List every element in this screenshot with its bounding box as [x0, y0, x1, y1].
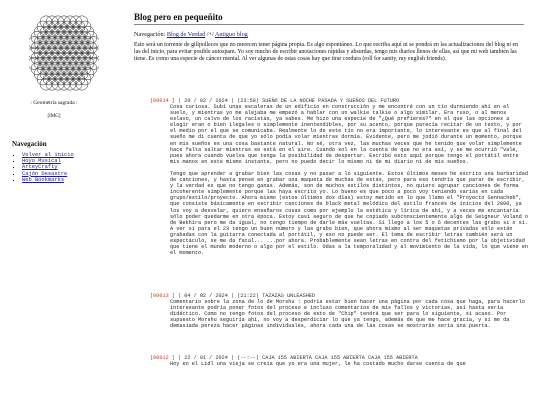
breadcrumb-separator: /+/: [206, 31, 214, 38]
sidebar: [0, 0, 128, 405]
nav-link-bookmarks[interactable]: Web Bookmarks: [22, 176, 65, 183]
post-date: | 04 / 02 / 2024 |: [178, 293, 235, 299]
post-paragraph: Cosa curiosa. Subí unas escaleras de un edificio en construcción y me encontré con un tío durmiendo ahí en el suelo, y mientras yo me alejaba me empezó a hablar con un walkie talkie o algo similar. Era ruso, o al menos eslavo, un calvo de los racistas, ya sabes. Me hizo una especie de "¿Qué prefieres?" en el que las opciones a elegir eran o bien ilegales o simplemente inentendibles, por su acento, porque parecía recitar de un texto, y por el medio por el que se comunicaba. Realmente lo de este tío no era importante, lo interesante es que al final del sueño me di cuenta de que yo sólo podía volar mientras dormía. Evidente, pero me jodió durante un momento, porque en mis sueños es una cosa bastante natural. No sé, otra vez, las muchas veces que he tenido que volar simplemente hace falta saltar mientras se está en el aire. Cuando sol en la cuenta de que no era así, y se me ocurrió "vale, pues ahora cuando vuelva que tenga la posibilidad de despertar. Escribo esto aquí porque tengo el portátil entre mis manos en este mismo instante, pero no puedo decir lo mismo ni de mi diario ni de mis sueños.: [170, 104, 522, 165]
page-title: Blog pero en pequeñito: [134, 12, 223, 22]
link-old-blog[interactable]: Antiguo blog: [214, 31, 248, 38]
post-paragraph: Tengo que aprender a grabar bien las cosas y no pasar a lo siguiente. Estos últimos meses he escrito una barbaridad de canciones, y hasta pensé en grabar una maqueta de muchas de estas, pero para eso tendría que parar de escribir, y la verdad es que no tengo ganas. Además, son de muchos estilos distintos, no quiero agrupar canciones de forma incoherente simplemente porque las haya escrito yo. Lo bueno es que poco a poco voy teniendo varias en cada grupo/estilo/proyecto. Ahora mismo (estos últimos dos días) estoy metido en lo que llamo el "Proyecto Sennacheb", que consiste básicamente en escribir canciones de black metal melódico del estilo francés de inicios del 2000, ya los voy a desvelar, quiero enseñaros cosas como por ejemplo la estética y lírica de ahí, y a veces me encantaría sólo poder quedarme en otra época. Estoy casi seguro de que he copiado subconscientemente algo de Seigneur Voland o de Bekhira pero me da igual, no tengo tiempo de darle más vueltas. Si llego a los 5 o 6 decentes las grabo si o si. A ver si para el 23 tengo un buen número y las grabo bien, que ahora mismo al ser maquetas privadas sólo están grabadas con la guitarra conectada al portátil, y eso no puede ser. El tema de escribir letras también será un espectáculo, se me da fatal... ...por ahora. Probablemente sean letras en contra del fetichismo por la objetividad que tiene el mundo moderno o algo por el estilo. Odas a la temporalidad y al movimiento de la vida, lo que viene en el momento.: [170, 170, 528, 257]
post-title: (21:22) TAZAZAS UNLEASHED: [237, 293, 316, 299]
sacred-geometry-image: [29, 8, 99, 98]
intro-text: Esto será un torrente de gilipolleces que no merecen tener página propia. Es algo espontáneo. Lo que escriba aquí ni se pondrá en las actualizaciones del blog ni en las del inicio, para evitar posible autospam. Yo soy mucho de escribir anotaciones rápidas y absurdas, tengo mis diarios llenos de ellas, así que mi web también las tiene. Es como una especie de cáncer mental. Al ver algunas de estas cosas hay que tirar cordura (roll for sanity, my english friends).: [134, 42, 519, 63]
nav-item: [22, 177, 74, 183]
post-paragraph: Comentario sobre la zona de lo de Morshu : podría estar bien hacer una página por cada cosa que haga, para hacerlo interesante podría poner fotos del proceso e incluso comentarios de mis fallos y victorias, así hasta sería didáctico. Como no tengo fotos del proceso de esto de "Chip" tendrá que ser para lo siguiente, si acaso. Por supuesto Morshu seguiría ahí, no voy a desperdiciar lo que ya tengo, además de que me hace gracia, y si me da demasiada pereza hacer páginas individuales, ahora cada una de las cosas se mostrarán seria una puerta.: [170, 299, 525, 330]
image-caption: : Geometría sagrada :: [30, 100, 78, 106]
post-paragraph: Hoy en el Lidl una vieja se creía que yo era una mujer, le ha costado mucho darse cuenta de que: [170, 361, 466, 367]
post-body: [170, 361, 530, 367]
blog-post: [150, 293, 530, 335]
post-date: | 20 / 02 / 2024 |: [178, 98, 235, 104]
post-id: [00014 ]: [150, 98, 175, 104]
post-body: [170, 104, 530, 256]
nav-link-home[interactable]: Volver al inicio: [22, 152, 74, 158]
breadcrumb-prefix: Navegación:: [134, 31, 166, 38]
nav-link-misc[interactable]: Cajón Desastre: [22, 170, 68, 177]
nav-list: [12, 152, 74, 183]
title-divider: [134, 24, 524, 25]
blog-post: [150, 98, 530, 262]
post-date: | 22 / 01 / 2024 |: [178, 355, 235, 361]
post-id: [00013 ]: [150, 293, 175, 299]
nav-link-music[interactable]: Hoyo Musical: [22, 158, 61, 165]
post-title: (--:--) CAJA 155 ABIERTA CAJA 155 ABIERTA CAJA 155 ABIERTA: [237, 355, 418, 361]
breadcrumb: [134, 31, 248, 38]
nav-heading: Navegación: [12, 140, 47, 148]
post-id: [00012 ]: [150, 355, 175, 361]
blog-post: [150, 355, 530, 373]
link-real-blog[interactable]: Blog de Verdad: [166, 31, 206, 38]
small-image-link[interactable]: [IMG]: [47, 114, 61, 119]
nav-link-crafts[interactable]: ArteyCrafty: [22, 164, 58, 171]
post-title: (23:58) SUEÑO DE LA NOCHE PASADA Y SUEÑOS DEL FUTURO: [237, 98, 400, 104]
post-body: [170, 299, 530, 329]
